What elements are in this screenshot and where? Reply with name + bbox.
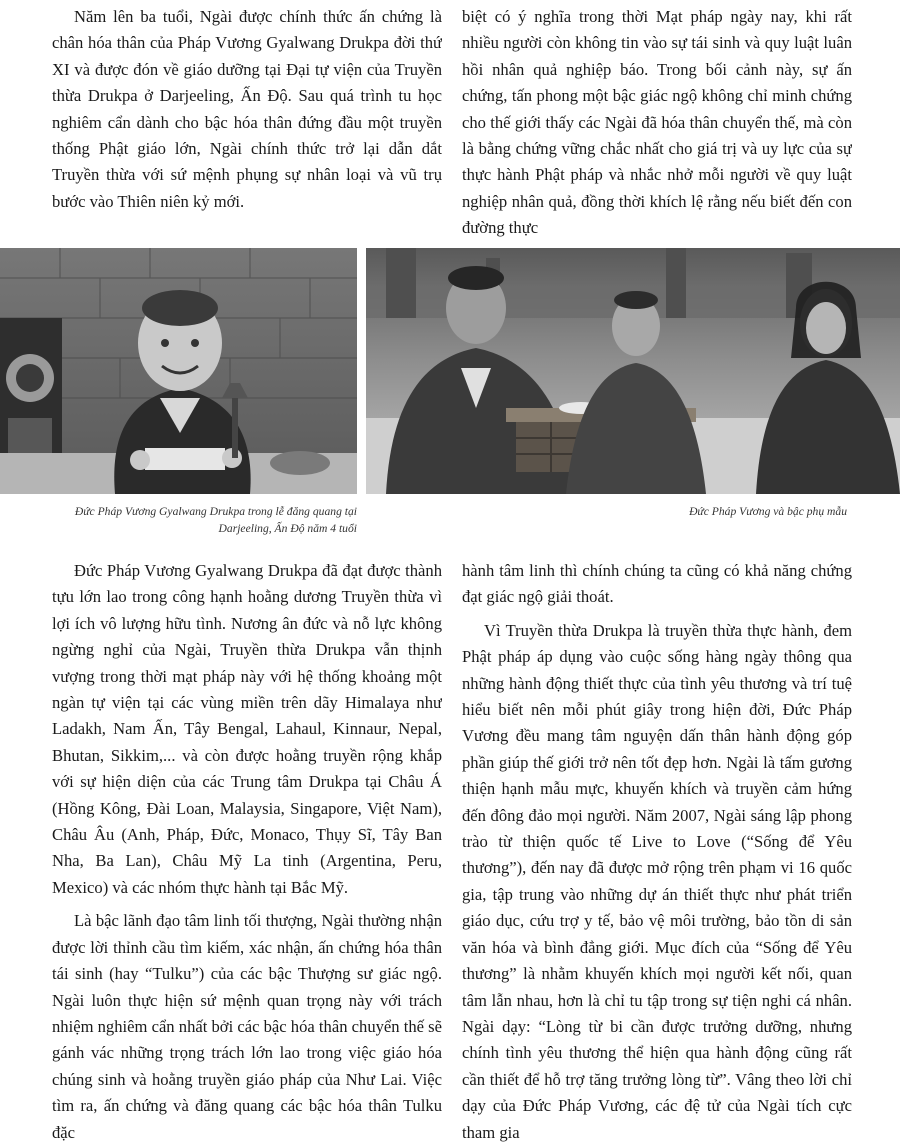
paragraph: Vì Truyền thừa Drukpa là truyền thừa thực hành, đem Phật pháp áp dụng vào cuộc sống hàng ngày thông qua những hành động thiết thực của tình yêu thương và trí tuệ hiểu biết nên mỗi phút giây trong hiện đời, Đức Pháp Vương đều mang tâm nguyện dấn thân hành động góp phần giúp thế giới trở nên tốt đẹp hơn. Ngài là tấm gương thiện hạnh mẫu mực, khuyến khích và truyền cảm hứng đến đông đảo mọi người. Năm 2007, Ngài sáng lập phong trào từ thiện quốc tế Live to Love (“Sống để Yêu thương”), đến nay đã được mở rộng trên phạm vi 16 quốc gia, tập trung vào những dự án thiết thực như phát triển giáo dục, cứu trợ y tế, bảo vệ môi trường, bảo tồn di sản văn hóa và bình đẳng giới. Mục đích của “Sống để Yêu thương” là nhằm khuyến khích mọi người kết nối, quan tâm lẫn nhau, hơn là chỉ tu tập trong sự tiện nghi cá nhân. Ngài dạy: “Lòng từ bi cần được trưởng dưỡng, nhưng chính tình yêu thương thể hiện qua hành động cũng rất cần thiết để hỗ trợ tăng trưởng lòng từ”. Vâng theo lời chỉ dạy của Đức Pháp Vương, các đệ tử của Ngài tích cực tham gia	[462, 620, 852, 1142]
caption-line: Đức Pháp Vương Gyalwang Drukpa trong lễ đăng quang tại	[74, 505, 357, 518]
caption-line: Darjeeling, Ấn Độ năm 4 tuổi	[218, 522, 357, 535]
photo-caption-left	[0, 503, 357, 537]
caption-line: Đức Pháp Vương và bậc phụ mẫu	[689, 505, 847, 518]
paragraph: Đức Pháp Vương Gyalwang Drukpa đã đạt được thành tựu lớn lao trong công hạnh hoằng dương Truyền thừa vì lợi ích vô lượng hữu tình. Nương ân đức và nỗ lực không ngừng nghỉ của Ngài, Truyền thừa Drukpa vẫn thịnh vượng trong thời mạt pháp này với hệ thống khoảng một ngàn tự viện tại các vùng miền trên dãy Himalaya như Ladakh, Nam Ấn, Tây Bengal, Lahaul, Kinnaur, Nepal, Bhutan, Sikkim,... và còn được hoằng truyền rộng khắp với sự hiện diện của các Trung tâm Drukpa tại Châu Á (Hồng Kông, Đài Loan, Malaysia, Singapore, Việt Nam), Châu Âu (Anh, Pháp, Đức, Monaco, Thụy Sĩ, Tây Ban Nha, Ba Lan), Châu Mỹ La tinh (Argentina, Peru, Mexico) và các nhóm thực hành tại Bắc Mỹ.	[52, 561, 442, 897]
child-photo	[0, 248, 357, 494]
paragraph: hành tâm linh thì chính chúng ta cũng có khả năng chứng đạt giác ngộ giải thoát.	[462, 561, 852, 607]
bottom-left-column	[52, 558, 442, 1144]
top-right-column	[462, 4, 852, 240]
bottom-right-column	[462, 558, 852, 1144]
paragraph: Năm lên ba tuổi, Ngài được chính thức ấn chứng là chân hóa thân của Pháp Vương Gyalwang Drukpa đời thứ XI và được đón về giáo dưỡng tại Đại tự viện của Truyền thừa Drukpa ở Darjeeling, Ấn Độ. Sau quá trình tu học nghiêm cẩn dành cho bậc hóa thân đứng đầu một truyền thống Phật giáo lớn, Ngài chính thức trở lại dẫn dắt Truyền thừa với sứ mệnh phụng sự nhân loại và vũ trụ bước vào Thiên niên kỷ mới.	[52, 7, 442, 211]
paragraph: Là bậc lãnh đạo tâm linh tối thượng, Ngài thường nhận được lời thỉnh cầu tìm kiếm, xác nhận, ấn chứng hóa thân tái sinh (hay “Tulku”) của các bậc Thượng sư giác ngộ. Ngài luôn thực hiện sứ mệnh quan trọng này với trách nhiệm nghiêm cẩn nhất bởi các bậc hóa thân chuyển thế sẽ gánh vác những trọng trách lớn lao trong việc giáo hóa chúng sinh và hoằng truyền giáo pháp của Như Lai. Việc tìm ra, ấn chứng và đăng quang các bậc hóa thân Tulku đặc	[52, 911, 442, 1142]
paragraph: biệt có ý nghĩa trong thời Mạt pháp ngày nay, khi rất nhiều người còn không tin vào sự tái sinh và quy luật luân hồi nhân quả nghiệp báo. Trong bối cảnh này, sự ấn chứng, tấn phong một bậc giác ngộ không chỉ minh chứng cho thế giới thấy các Ngài đã hóa thân chuyển thế, mà còn là bằng chứng vững chắc nhất cho giá trị và uy lực của sự thực hành Phật pháp và nhắc nhở mỗi người về quy luật nghiệp nhân quả, đồng thời khích lệ rằng nếu biết đến con đường thực	[462, 7, 852, 238]
top-left-column	[52, 4, 442, 240]
photo-caption-right	[366, 503, 847, 520]
family-photo	[366, 248, 900, 494]
